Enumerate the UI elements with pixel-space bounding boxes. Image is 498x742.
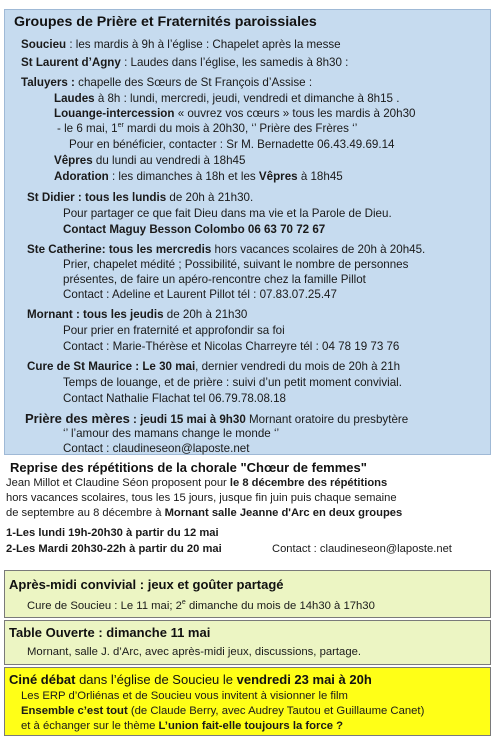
cine-line1: Les ERP d’Orliénas et de Soucieu vous invitent à visionner le film — [21, 690, 348, 702]
priere-meres-contact: Contact : claudineseon@laposte.net — [63, 442, 250, 455]
cine-debat-box — [4, 667, 491, 736]
cine-line3 — [21, 719, 343, 733]
mornant-time: de 20h à 21h30 — [163, 308, 248, 321]
adoration-vepres: Vêpres — [258, 170, 298, 183]
mornant-entry — [27, 308, 247, 322]
vepres-label: Vêpres — [54, 154, 93, 167]
ste-catherine-entry — [27, 243, 425, 257]
apres-midi-title: Après-midi convivial : jeux et goûter partagé — [9, 577, 284, 592]
apres-midi-line-pre: Cure de Soucieu : Le 11 mai; 2 — [27, 600, 182, 612]
louange-text: « ouvrez vos cœurs » tous les mardis à 20h30 — [174, 107, 416, 120]
priere-meres-entry — [25, 412, 408, 427]
louange-line2-post: mardi du mois à 20h30, ‘’ Prière des Frères ‘’ — [123, 122, 358, 135]
apres-midi-box — [4, 570, 491, 618]
cine-theme: L’union fait-elle toujours la force ? — [158, 720, 344, 732]
cine-line3-pre: et à échanger sur le thème — [21, 720, 159, 732]
taluyers-name: Taluyers : — [21, 76, 75, 89]
cine-title-date: vendredi 23 mai à 20h — [236, 672, 372, 687]
st-didier-line2: Pour partager ce que fait Dieu dans ma vie et la Parole de Dieu. — [63, 207, 392, 220]
table-ouverte-line: Mornant, salle J. d’Arc, avec après-midi jeux, discussions, partage. — [27, 646, 362, 658]
adoration-end: à 18h45 — [297, 170, 343, 183]
mornant-name: Mornant : tous les jeudis — [27, 308, 164, 321]
apres-midi-line-sup: e — [181, 599, 186, 607]
apres-midi-line-post: dimanche du mois de 14h30 à 17h30 — [185, 600, 375, 612]
st-laurent-entry — [21, 56, 348, 70]
mornant-contact: Contact : Marie-Thérèse et Nicolas Charreyre tél : 04 78 19 73 76 — [63, 340, 400, 353]
laudes-text: à 8h : lundi, mercredi, jeudi, vendredi et dimanche à 8h15 . — [94, 92, 400, 105]
cure-st-maurice-contact: Contact Nathalie Flachat tel 06.79.78.08.18 — [63, 392, 287, 405]
cine-title-rest: dans l’église de Soucieu le — [75, 672, 237, 687]
taluyers-louange — [54, 107, 415, 121]
louange-line2-pre: - le 6 mai, 1 — [57, 122, 118, 135]
vepres-text: du lundi au vendredi à 18h45 — [92, 154, 246, 167]
ste-catherine-line2: Prier, chapelet médité ; Possibilité, suivant le nombre de personnes — [63, 258, 409, 271]
choir-line2: hors vacances scolaires, tous les 15 jours, jusque fin juin puis chaque semaine — [6, 492, 397, 504]
choir-line1-pre: Jean Millot et Claudine Séon proposent pour — [6, 477, 230, 489]
cine-film-title: Ensemble c’est tout — [21, 705, 128, 717]
st-didier-schedule: : tous les lundis — [74, 191, 167, 204]
choir-line3 — [6, 506, 402, 520]
st-laurent-name: St Laurent d’Agny — [21, 56, 121, 69]
taluyers-vepres — [54, 154, 245, 168]
soucieu-name: Soucieu — [21, 38, 67, 51]
choir-group2: 2-Les Mardi 20h30-22h à partir du 20 mai — [6, 543, 222, 555]
adoration-text: : les dimanches à 18h et les — [108, 170, 259, 183]
cine-title: Ciné débat — [9, 672, 76, 687]
louange-line2-sup: er — [117, 122, 124, 130]
laudes-label: Laudes — [54, 92, 95, 105]
cine-title-line — [9, 672, 372, 687]
apres-midi-line — [27, 599, 375, 613]
priere-meres-line2: ‘’ l’amour des mamans change le monde ‘’ — [63, 427, 280, 440]
choir-line3-pre: de septembre au 8 décembre à — [6, 507, 165, 519]
choir-group1: 1-Les lundi 19h-20h30 à partir du 12 mai — [6, 527, 219, 539]
taluyers-laudes — [54, 92, 399, 106]
section-title: Groupes de Prière et Fraternités paroissiales — [14, 14, 317, 30]
taluyers-text: chapelle des Sœurs de St François d’Assise : — [74, 76, 313, 89]
st-didier-entry — [27, 191, 253, 205]
cure-st-maurice-line2: Temps de louange, et de prière : suivi d’un petit moment convivial. — [63, 376, 402, 389]
taluyers-adoration — [54, 170, 343, 184]
ste-catherine-text: hors vacances scolaires de 20h à 20h45. — [211, 243, 426, 256]
st-laurent-text: : Laudes dans l’église, les samedis à 8h30 : — [120, 56, 349, 69]
cure-st-maurice-text: , dernier vendredi du mois de 20h à 21h — [195, 360, 401, 373]
ste-catherine-contact: Contact : Adeline et Laurent Pillot tél : 07.83.07.25.47 — [63, 288, 337, 301]
st-didier-contact: Contact Maguy Besson Colombo 06 63 70 72 67 — [63, 223, 326, 236]
priere-meres-date: : jeudi 15 mai à 9h30 — [129, 413, 246, 426]
soucieu-text: : les mardis à 9h à l’église : Chapelet après la messe — [66, 38, 341, 51]
choir-section — [4, 458, 492, 566]
st-didier-name: St Didier — [27, 191, 75, 204]
mornant-line2: Pour prier en fraternité et approfondir sa foi — [63, 324, 285, 337]
priere-meres-text: Mornant oratoire du presbytère — [245, 413, 409, 426]
taluyers-louange-line2 — [57, 122, 357, 136]
choir-line3-bold: Mornant salle Jeanne d'Arc en deux groupes — [164, 507, 403, 519]
cine-line2-rest: (de Claude Berry, avec Audrey Tautou et Guillaume Canet) — [127, 705, 425, 717]
adoration-label: Adoration — [54, 170, 109, 183]
louange-label: Louange-intercession — [54, 107, 175, 120]
soucieu-entry — [21, 38, 341, 52]
table-ouverte-title: Table Ouverte : dimanche 11 mai — [9, 625, 211, 640]
choir-line1 — [6, 476, 387, 490]
st-didier-time: de 20h à 21h30. — [166, 191, 254, 204]
choir-contact: Contact : claudineseon@laposte.net — [272, 543, 452, 555]
ste-catherine-line3: présentes, de faire un apéro-rencontre chez la famille Pillot — [63, 273, 366, 286]
priere-meres-name: Prière des mères — [25, 411, 130, 426]
taluyers-contact: Pour en bénéficier, contacter : Sr M. Bernadette 06.43.49.69.14 — [69, 138, 395, 151]
choir-title: Reprise des répétitions de la chorale "Chœur de femmes" — [10, 460, 367, 475]
choir-line1-bold: le 8 décembre des répétitions — [229, 477, 388, 489]
taluyers-entry — [21, 76, 312, 90]
cine-line2 — [21, 704, 424, 718]
cure-st-maurice-name: Cure de St Maurice : Le 30 mai — [27, 360, 196, 373]
ste-catherine-name: Ste Catherine: tous les mercredis — [27, 243, 212, 256]
table-ouverte-box — [4, 620, 491, 665]
cure-st-maurice-entry — [27, 360, 400, 374]
prayer-groups-section — [4, 9, 491, 455]
